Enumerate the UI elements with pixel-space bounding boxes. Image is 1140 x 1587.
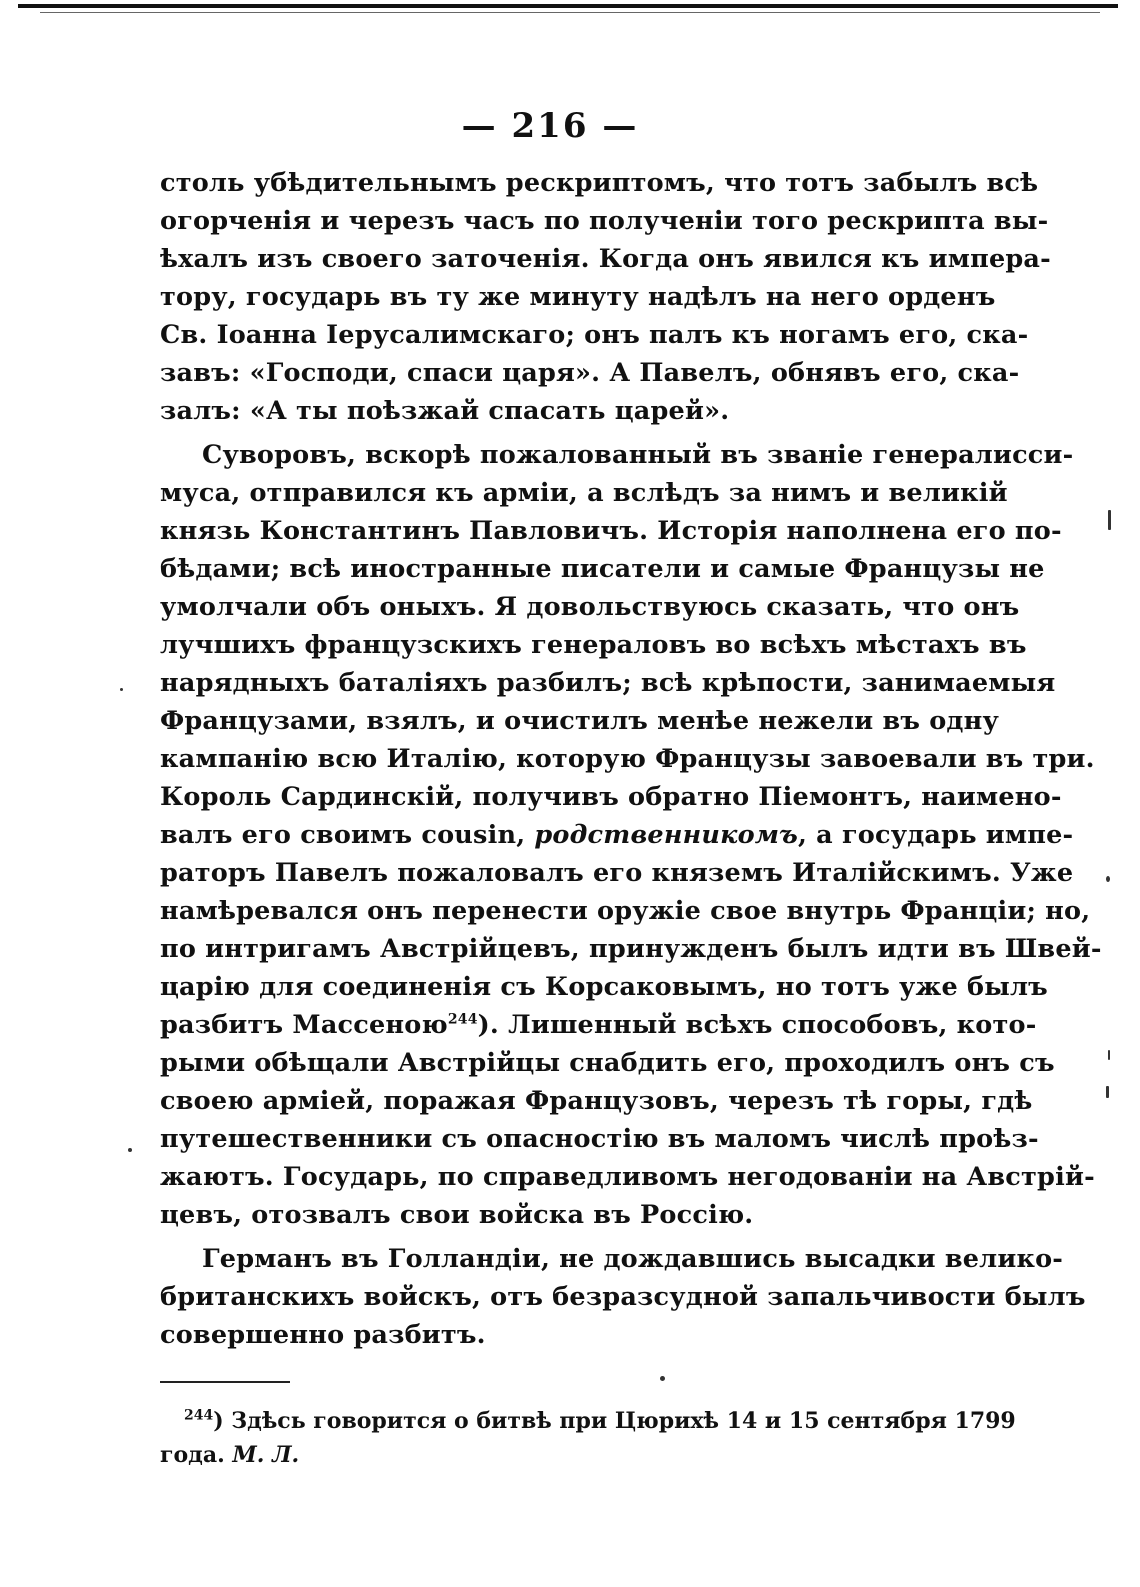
text-line: царію для соединенія съ Корсаковымъ, но тотъ уже былъ bbox=[160, 972, 1048, 1002]
text-segment: , а государь импе- bbox=[798, 820, 1074, 850]
text-line bbox=[160, 1006, 1037, 1044]
text-segment: валъ его своимъ cousin, bbox=[160, 820, 535, 850]
scan-speck bbox=[1108, 1050, 1110, 1060]
text-line: своею арміей, поражая Французовъ, черезъ тѣ горы, гдѣ bbox=[160, 1086, 1033, 1116]
text-line: огорченія и черезъ часъ по полученіи того рескрипта вы- bbox=[160, 206, 1049, 236]
text-line: по интригамъ Австрійцевъ, принужденъ былъ идти въ Швей- bbox=[160, 934, 1102, 964]
scan-speck bbox=[660, 1376, 665, 1381]
footnote-line bbox=[160, 1438, 946, 1472]
text-line: нарядныхъ баталіяхъ разбилъ; всѣ крѣпости, занимаемыя bbox=[160, 668, 1056, 698]
text-line: кампанію всю Италію, которую Французы завоевали въ три. bbox=[160, 744, 1095, 774]
text-line: умолчали объ оныхъ. Я довольствуюсь сказать, что онъ bbox=[160, 592, 1020, 622]
scan-speck bbox=[120, 688, 123, 691]
paragraph-1 bbox=[160, 164, 1051, 430]
text-line: рыми обѣщали Австрійцы снабдить его, проходилъ онъ съ bbox=[160, 1048, 1055, 1078]
text-line: Германъ въ Голландіи, не дождавшись высадки велико- bbox=[202, 1244, 1064, 1274]
text-line: тору, государь въ ту же минуту надѣлъ на него орденъ bbox=[160, 282, 996, 312]
text-line: путешественники съ опасностію въ маломъ числѣ проѣз- bbox=[160, 1124, 1039, 1154]
scan-speck bbox=[1106, 876, 1110, 882]
text-segment: ). Лишенный всѣхъ способовъ, кото- bbox=[477, 1010, 1037, 1040]
text-line: Французами, взялъ, и очистилъ менѣе нежели въ одну bbox=[160, 706, 999, 736]
text-line: князь Константинъ Павловичъ. Исторія наполнена его по- bbox=[160, 516, 1062, 546]
scan-speck bbox=[1106, 1086, 1109, 1098]
text-line: британскихъ войскъ, отъ безразсудной запальчивости былъ bbox=[160, 1282, 1086, 1312]
text-line: цевъ, отозвалъ свои войска въ Россію. bbox=[160, 1200, 754, 1230]
text-line: совершенно разбитъ. bbox=[160, 1320, 486, 1350]
text-line: залъ: «А ты поѣзжай спасать царей». bbox=[160, 396, 730, 426]
page-number: — 216 — bbox=[461, 106, 639, 146]
text-line: завъ: «Господи, спаси царя». А Павелъ, обнявъ его, ска- bbox=[160, 358, 1020, 388]
text-line: Св. Іоанна Іерусалимскаго; онъ палъ къ ногамъ его, ска- bbox=[160, 320, 1029, 350]
top-border-rule-thin bbox=[40, 12, 1100, 13]
scan-speck bbox=[128, 1148, 132, 1152]
text-line: раторъ Павелъ пожаловалъ его княземъ Италійскимъ. Уже bbox=[160, 858, 1074, 888]
text-line: намѣревался онъ перенести оружіе свое внутрь Франціи; но, bbox=[160, 896, 1091, 926]
footnote-line bbox=[160, 1404, 1016, 1438]
text-line: Король Сардинскій, получивъ обратно Піемонтъ, наимено- bbox=[160, 782, 1062, 812]
text-line: Суворовъ, вскорѣ пожалованный въ званіе генералисси- bbox=[202, 440, 1074, 470]
main-text bbox=[160, 164, 1102, 1354]
footnote-marker: 244 bbox=[184, 1407, 214, 1424]
footnote-text: ) Здѣсь говорится о битвѣ при Цюрихѣ 14 и 15 сентября 1799 bbox=[213, 1408, 1016, 1434]
text-line: ѣхалъ изъ своего заточенія. Когда онъ явился къ импера- bbox=[160, 244, 1051, 274]
paragraph-2 bbox=[160, 436, 1102, 1234]
text-line: столь убѣдительнымъ рескриптомъ, что тотъ забылъ всѣ bbox=[160, 168, 1039, 198]
text-line bbox=[160, 816, 1074, 854]
text-line: жаютъ. Государь, по справедливомъ негодованіи на Австрій- bbox=[160, 1162, 1095, 1192]
footnote-initials: М. Л. bbox=[232, 1442, 300, 1468]
paragraph-3 bbox=[160, 1240, 1086, 1354]
footnote bbox=[160, 1404, 1016, 1472]
text-line: бѣдами; всѣ иностранные писатели и самые Французы не bbox=[160, 554, 1045, 584]
footnote-separator bbox=[160, 1381, 290, 1383]
scan-speck bbox=[1108, 510, 1111, 530]
footnote-ref[interactable]: 244 bbox=[447, 1011, 478, 1028]
top-border-rule bbox=[18, 4, 1118, 8]
text-line: лучшихъ французскихъ генераловъ во всѣхъ мѣстахъ въ bbox=[160, 630, 1027, 660]
footnote-text: года. bbox=[160, 1442, 233, 1468]
text-line: муса, отправился къ арміи, а вслѣдъ за нимъ и великій bbox=[160, 478, 1008, 508]
text-segment: разбитъ Массеною bbox=[160, 1010, 448, 1040]
italic-term: родственникомъ bbox=[534, 820, 798, 850]
